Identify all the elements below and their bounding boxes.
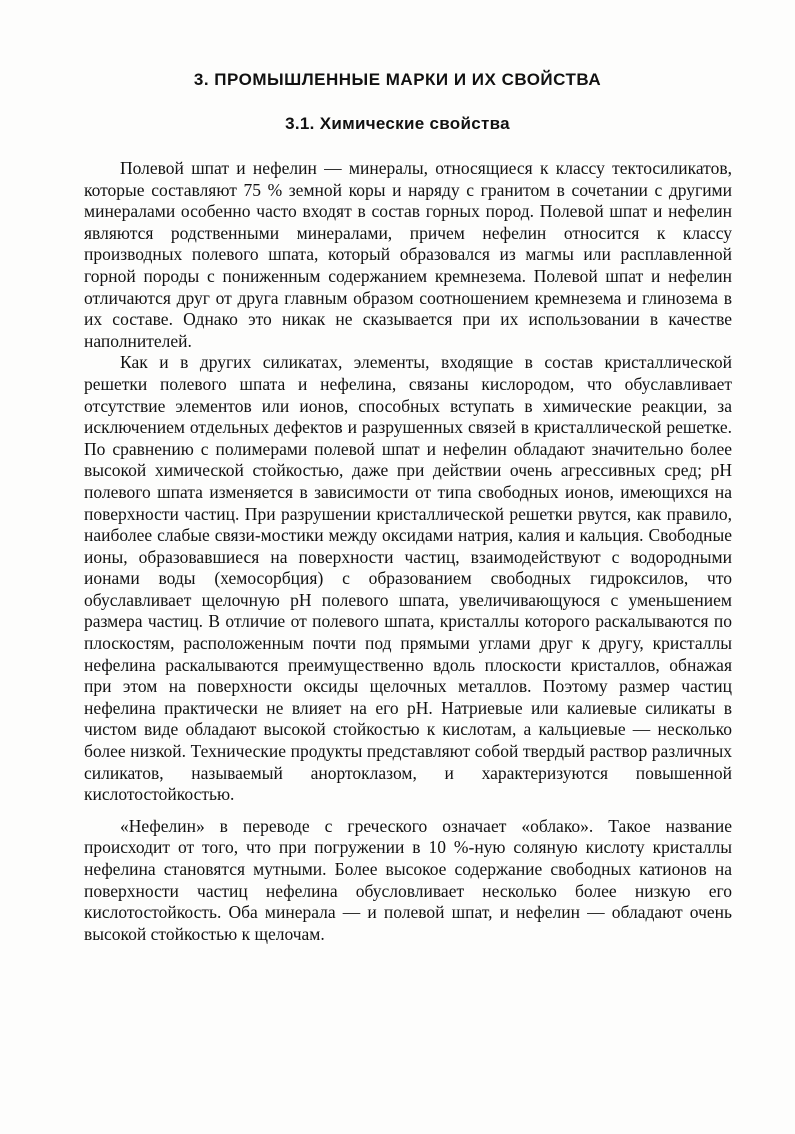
paragraph-gap [84,806,732,816]
paragraph-2: Как и в других силикатах, элементы, входящие в состав кристаллической решетки полевого шпата и нефелина, связаны кислородом, что обуславливает отсутствие элементов или ионов, способных вступать в химические реакции, за исключением отдельных дефектов и разрушенных связей в кристаллической решетке. По сравнению с полимерами полевой шпат и нефелин обладают значительно более высокой химической стойкостью, даже при действии очень агрессивных сред; pH полевого шпата изменяется в зависимости от типа свободных ионов, имеющихся на поверхности частиц. При разрушении кристаллической решетки рвутся, как правило, наиболее слабые связи-мостики между оксидами натрия, калия и кальция. Свободные ионы, образовавшиеся на поверхности частиц, взаимодействуют с водородными ионами воды (хемосорбция) с образованием свободных гидроксилов, что обуславливает щелочную pH полевого шпата, увеличивающуюся с уменьшением размера частиц. В отличие от полевого шпата, кристаллы которого раскалываются по плоскостям, расположенным почти под прямыми углами друг к другу, кристаллы нефелина раскалываются преимущественно вдоль плоскости кристаллов, обнажая при этом на поверхности оксиды щелочных металлов. Поэтому размер частиц нефелина практически не влияет на его pH. Натриевые или калиевые силикаты в чистом виде обладают высокой стойкостью к кислотам, а кальциевые — несколько более низкой. Технические продукты представляют собой твердый раствор различных силикатов, называемый анортоклазом, и характеризуются повышенной кислотостойкостью. [84,352,732,805]
chapter-title: 3. ПРОМЫШЛЕННЫЕ МАРКИ И ИХ СВОЙСТВА [193,70,602,89]
section-title: 3.1. Химические свойства [285,114,510,133]
paragraph-3: «Нефелин» в переводе с греческого означает «облако». Такое название происходит от того, что при погружении в 10 %-ную соляную кислоту кристаллы нефелина становятся мутными. Более высокое содержание свободных катионов на поверхности частиц нефелина обусловливает несколько более низкую его кислотостойкость. Оба минерала — и полевой шпат, и нефелин — обладают очень высокой стойкостью к щелочам. [84,815,732,944]
body-text [84,158,732,945]
paragraph-1: Полевой шпат и нефелин — минералы, относящиеся к классу тектосиликатов, которые составляют 75 % земной коры и наряду с гранитом в сочетании с другими минералами особенно часто входят в состав горных пород. Полевой шпат и нефелин являются родственными минералами, причем нефелин относится к классу производных полевого шпата, который образовался из магмы или расплавленной горной породы с пониженным содержанием кремнезема. Полевой шпат и нефелин отличаются друг от друга главным образом соотношением кремнезема и глинозема в их составе. Однако это никак не сказывается при их использовании в качестве наполнителей. [84,158,732,351]
